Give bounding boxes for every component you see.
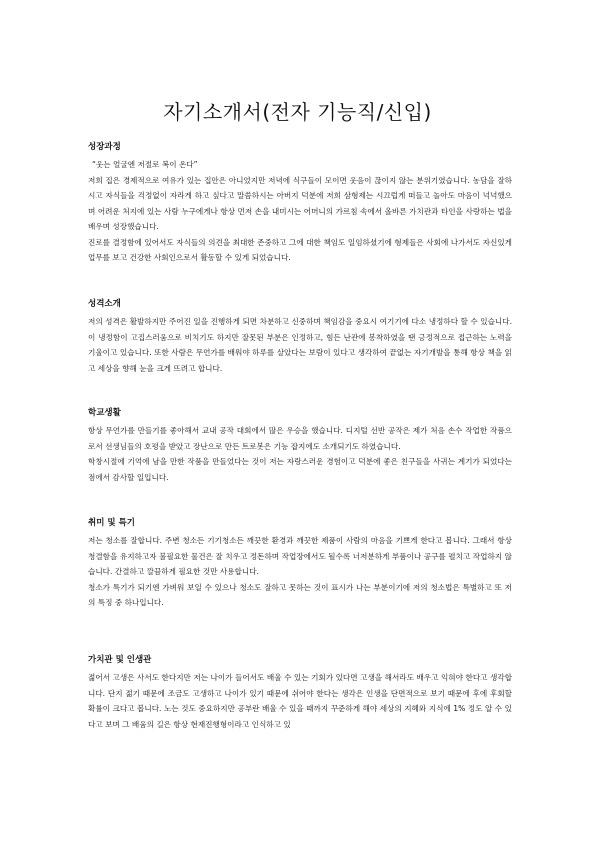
section-heading: 성격소개 <box>88 299 121 309</box>
section-paragraph: 저의 성격은 활발하지만 주어진 일을 진행하게 되면 차분하고 신중하며 책임감을 중요시 여기기에 다소 냉정하다 할 수 있습니다. 이 냉정함이 고집스러움으로 비치기도 하지만 잘못된 부분은 인정하고, 힘든 난관에 봉착하였을 땐 긍정적으로 접근하는 노력을 기울이고 있습니다. 또한 사람은 무언가를 배워야 하루를 살았다는 보람이 있다고 생각하여 끝없는 자기개발을 통해 항상 책을 읽고 세상을 향해 눈을 크게 뜨려고 합니다. <box>88 317 512 373</box>
section-growth <box>88 141 512 266</box>
section-values <box>88 654 512 732</box>
section-heading: 취미 및 특기 <box>88 518 135 528</box>
section-heading: 성장과정 <box>88 142 121 152</box>
section-paragraph: 진로를 결정함에 있어서도 자식들의 의견을 최대한 존중하고 그에 대한 책임도 일임하셨기에 형제들은 사회에 나가서도 자신있게 업무를 보고 건강한 사회인으로서 활동할 수 있게 되었습니다. <box>88 237 512 262</box>
section-paragraph: 항상 무언가를 만들기를 좋아해서 교내 공작 대회에서 많은 우승을 했습니다. 디지털 선반 공작은 제가 처음 손수 작업한 작품으로서 선생님들의 호평을 받았고 장난으로 만든 트로봇은 기능 잡지에도 소개되기도 하였습니다. <box>88 426 512 451</box>
section-paragraph: 청소가 특기가 되기엔 가벼워 보일 수 있으나 청소도 잘하고 못하는 것이 표시가 나는 부분이기에 저의 청소법은 특별하고 또 저의 특징 중 하나입니다. <box>88 582 512 607</box>
section-heading: 가치관 및 인생관 <box>88 655 152 665</box>
section-quote: “웃는 얼굴엔 저절로 복이 온다” <box>92 160 198 169</box>
document-title: 자기소개서(전자 기능직/신입) <box>163 100 432 124</box>
section-paragraph: 학창시절에 기억에 남을 만한 작품을 만들었다는 것이 저는 자랑스러운 경험이고 덕분에 좋은 친구들을 사귀는 계기가 되었다는 점에서 감사할 일입니다. <box>88 457 512 482</box>
section-paragraph: 저희 집은 경제적으로 여유가 있는 집안은 아니었지만 저녁에 식구들이 모이면 웃음이 끊이지 않는 분위기였습니다. 농담을 잘하시고 자식들을 걱정없이 자라게 하고 싶다고 말씀하시는 아버지 덕분에 저희 삼형제는 시끄럽게 떠들고 놀아도 마음이 넉넉했으며 어려운 처지에 있는 사람 누구에게나 항상 먼저 손을 내미시는 어머니의 가르침 속에서 올바른 가치관과 타인을 사랑하는 법을 배우며 성장했습니다. <box>88 175 512 231</box>
section-paragraph: 젊어서 고생은 사서도 한다지만 저는 나이가 들어서도 배울 수 있는 기회가 있다면 고생을 해서라도 배우고 익혀야 한다고 생각합니다. 단지 젊기 때문에 조금도 고생하고 나이가 있기 때문에 쉬어야 한다는 생각은 인생을 단면적으로 보기 때문에 후에 후회할 확률이 크다고 봅니다. 노는 것도 중요하지만 공부란 배울 수 있을 때까지 꾸준하게 해야 세상의 지혜와 지식에 1% 정도 알 수 있다고 보며 그 배움의 길은 항상 현재진행형이라고 인식하고 있 <box>88 673 512 729</box>
section-heading: 학교생활 <box>88 408 121 418</box>
section-school-life <box>88 407 512 485</box>
section-hobbies <box>88 517 512 611</box>
section-paragraph: 저는 청소를 잘합니다. 주변 청소든 기기청소든 깨끗한 환경과 깨끗한 제품이 사람의 마음을 기쁘게 한다고 봅니다. 그래서 항상 청결함을 유지하고자 불필요한 물건은 잘 치우고 정돈하며 작업장에서도 될수록 너저분하게 부품이나 공구를 펼치고 작업하지 않습니다. 간결하고 깔끔하게 필요한 것만 사용합니다. <box>88 536 512 576</box>
section-personality <box>88 298 512 376</box>
